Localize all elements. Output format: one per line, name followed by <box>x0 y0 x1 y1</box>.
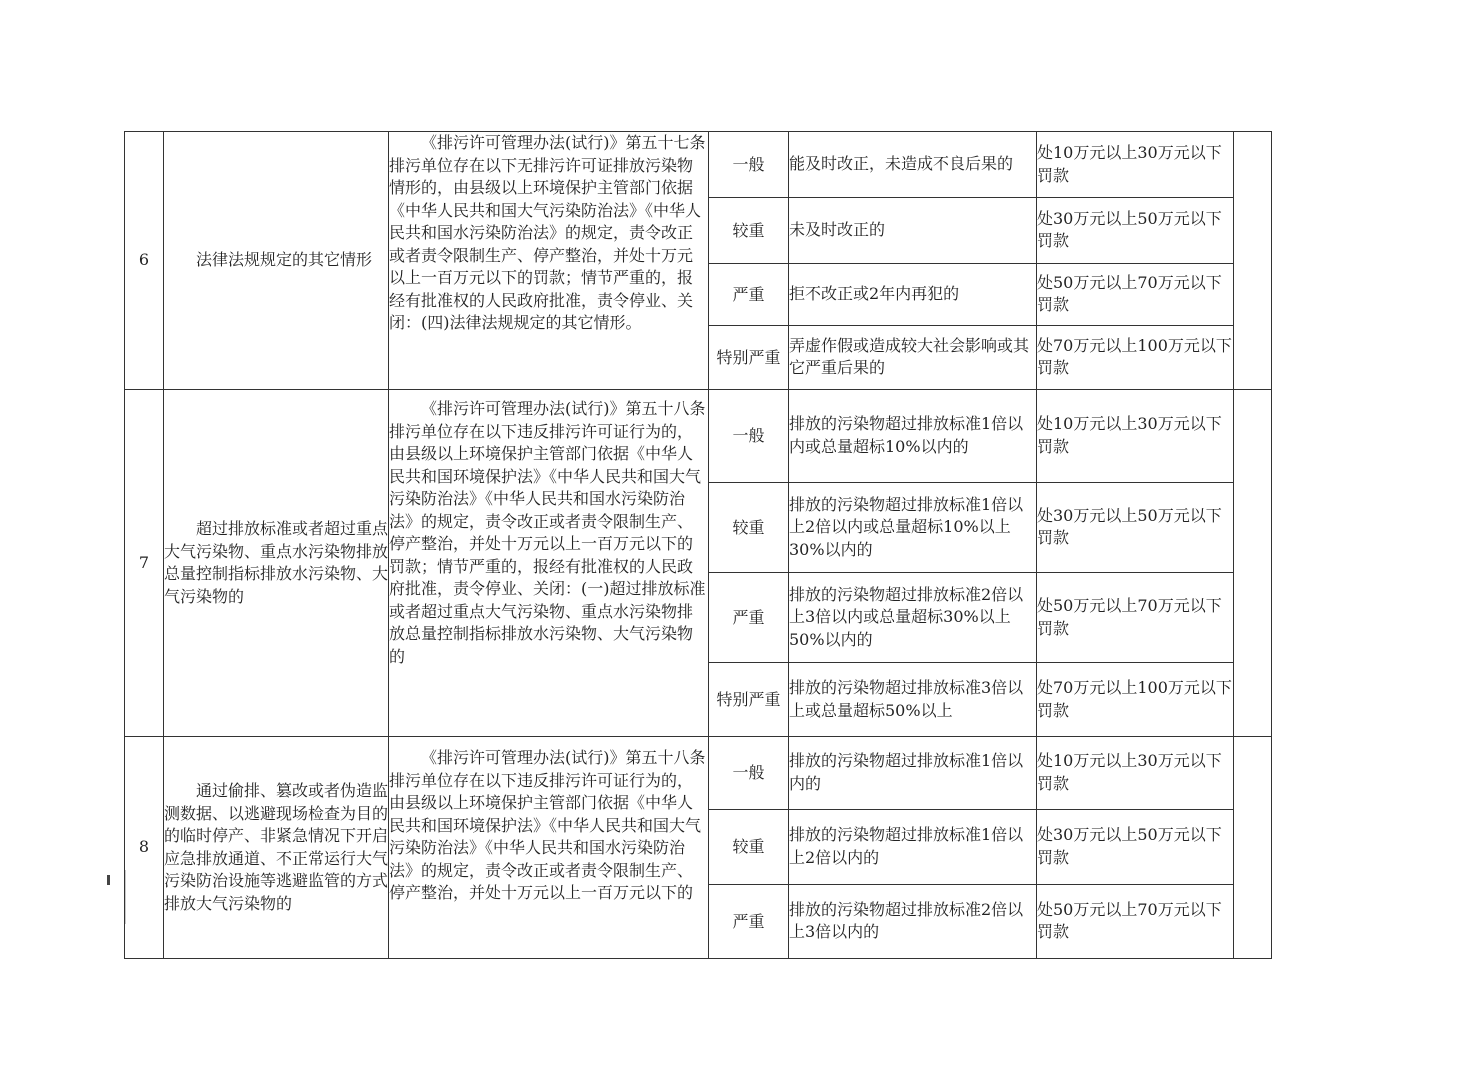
fine-amount: 处70万元以上100万元以下罚款 <box>1037 325 1234 389</box>
fine-amount: 处10万元以上30万元以下罚款 <box>1037 132 1234 198</box>
legal-basis <box>389 390 709 737</box>
penalty-standard-table <box>124 131 1272 959</box>
level-description: 排放的污染物超过排放标准3倍以上或总量超标50%以上 <box>789 663 1037 737</box>
table-row <box>125 390 1272 483</box>
level-label: 较重 <box>709 482 789 572</box>
fine-amount: 处70万元以上100万元以下罚款 <box>1037 663 1234 737</box>
legal-basis <box>389 737 709 959</box>
level-description: 排放的污染物超过排放标准1倍以上2倍以内或总量超标10%以上30%以内的 <box>789 482 1037 572</box>
fine-amount: 处10万元以上30万元以下罚款 <box>1037 390 1234 483</box>
violation-item: 法律法规规定的其它情形 <box>164 132 389 390</box>
level-description: 排放的污染物超过排放标准2倍以上3倍以内的 <box>789 884 1037 958</box>
fine-amount: 处30万元以上50万元以下罚款 <box>1037 482 1234 572</box>
level-label: 一般 <box>709 132 789 198</box>
left-edge-tick <box>107 875 110 885</box>
level-description: 能及时改正，未造成不良后果的 <box>789 132 1037 198</box>
legal-basis-text: 《排污许可管理办法(试行)》第五十八条排污单位存在以下违反排污许可证行为的，由县级以上环境保护主管部门依据《中华人民共和国环境保护法》《中华人民共和国大气污染防治法》《中华人民共和国水污染防治法》的规定，责令改正或者责令限制生产、停产整治，并处十万元以上一百万元以下的 <box>389 748 706 902</box>
violation-item: 通过偷排、篡改或者伪造监测数据、以逃避现场检查为目的的临时停产、非紧急情况下开启应急排放通道、不正常运行大气污染防治设施等逃避监管的方式排放大气污染物的 <box>164 737 389 959</box>
level-description: 拒不改正或2年内再犯的 <box>789 263 1037 325</box>
table-row <box>125 737 1272 810</box>
fine-amount: 处50万元以上70万元以下罚款 <box>1037 572 1234 663</box>
remarks-cell <box>1234 390 1272 737</box>
row-number: 6 <box>125 132 164 390</box>
table-row <box>125 132 1272 198</box>
remarks-cell <box>1234 737 1272 959</box>
fine-amount: 处50万元以上70万元以下罚款 <box>1037 884 1234 958</box>
legal-basis-text: 《排污许可管理办法(试行)》第五十七条 排污单位存在以下无排污许可证排放污染物情形的，由县级以上环境保护主管部门依据《中华人民共和国大气污染防治法》《中华人民共和国水污染防治法》的规定，责令改正或者责令限制生产、停产整治，并处十万元以上一百万元以下的罚款；情节严重的，报经有批准权的人民政府批准，责令停业、关闭：(四)法律法规规定的其它情形。 <box>389 133 722 332</box>
fine-amount: 处30万元以上50万元以下罚款 <box>1037 809 1234 884</box>
fine-amount: 处10万元以上30万元以下罚款 <box>1037 737 1234 810</box>
legal-basis <box>389 132 722 390</box>
legal-basis-text: 《排污许可管理办法(试行)》第五十八条排污单位存在以下违反排污许可证行为的，由县级以上环境保护主管部门依据《中华人民共和国环境保护法》《中华人民共和国大气污染防治法》《中华人民共和国水污染防治法》的规定，责令改正或者责令限制生产、停产整治，并处十万元以上一百万元以下的罚款；情节严重的，报经有批准权的人民政府批准，责令停业、关闭：(一)超过排放标准或者超过重点大气污染物、重点水污染物排放总量控制指标排放水污染物、大气污染物的 <box>389 399 706 666</box>
level-description: 排放的污染物超过排放标准1倍以上2倍以内的 <box>789 809 1037 884</box>
row-number: 8 <box>125 737 164 959</box>
level-label: 严重 <box>709 263 789 325</box>
level-label: 严重 <box>709 572 789 663</box>
level-label: 较重 <box>709 198 789 263</box>
level-label: 严重 <box>709 884 789 958</box>
level-label: 一般 <box>709 737 789 810</box>
fine-amount: 处30万元以上50万元以下罚款 <box>1037 198 1234 263</box>
violation-item: 超过排放标准或者超过重点大气污染物、重点水污染物排放总量控制指标排放水污染物、大气污染物的 <box>164 390 389 737</box>
level-description: 弄虚作假或造成较大社会影响或其它严重后果的 <box>789 325 1037 389</box>
level-description: 未及时改正的 <box>789 198 1037 263</box>
remarks-cell <box>1234 132 1272 390</box>
fine-amount: 处50万元以上70万元以下罚款 <box>1037 263 1234 325</box>
level-description: 排放的污染物超过排放标准1倍以内或总量超标10%以内的 <box>789 390 1037 483</box>
level-label: 一般 <box>709 390 789 483</box>
level-label: 较重 <box>709 809 789 884</box>
level-label: 特别严重 <box>709 663 789 737</box>
row-number: 7 <box>125 390 164 737</box>
level-label: 特别严重 <box>709 325 789 389</box>
level-description: 排放的污染物超过排放标准2倍以上3倍以内或总量超标30%以上50%以内的 <box>789 572 1037 663</box>
level-description: 排放的污染物超过排放标准1倍以内的 <box>789 737 1037 810</box>
